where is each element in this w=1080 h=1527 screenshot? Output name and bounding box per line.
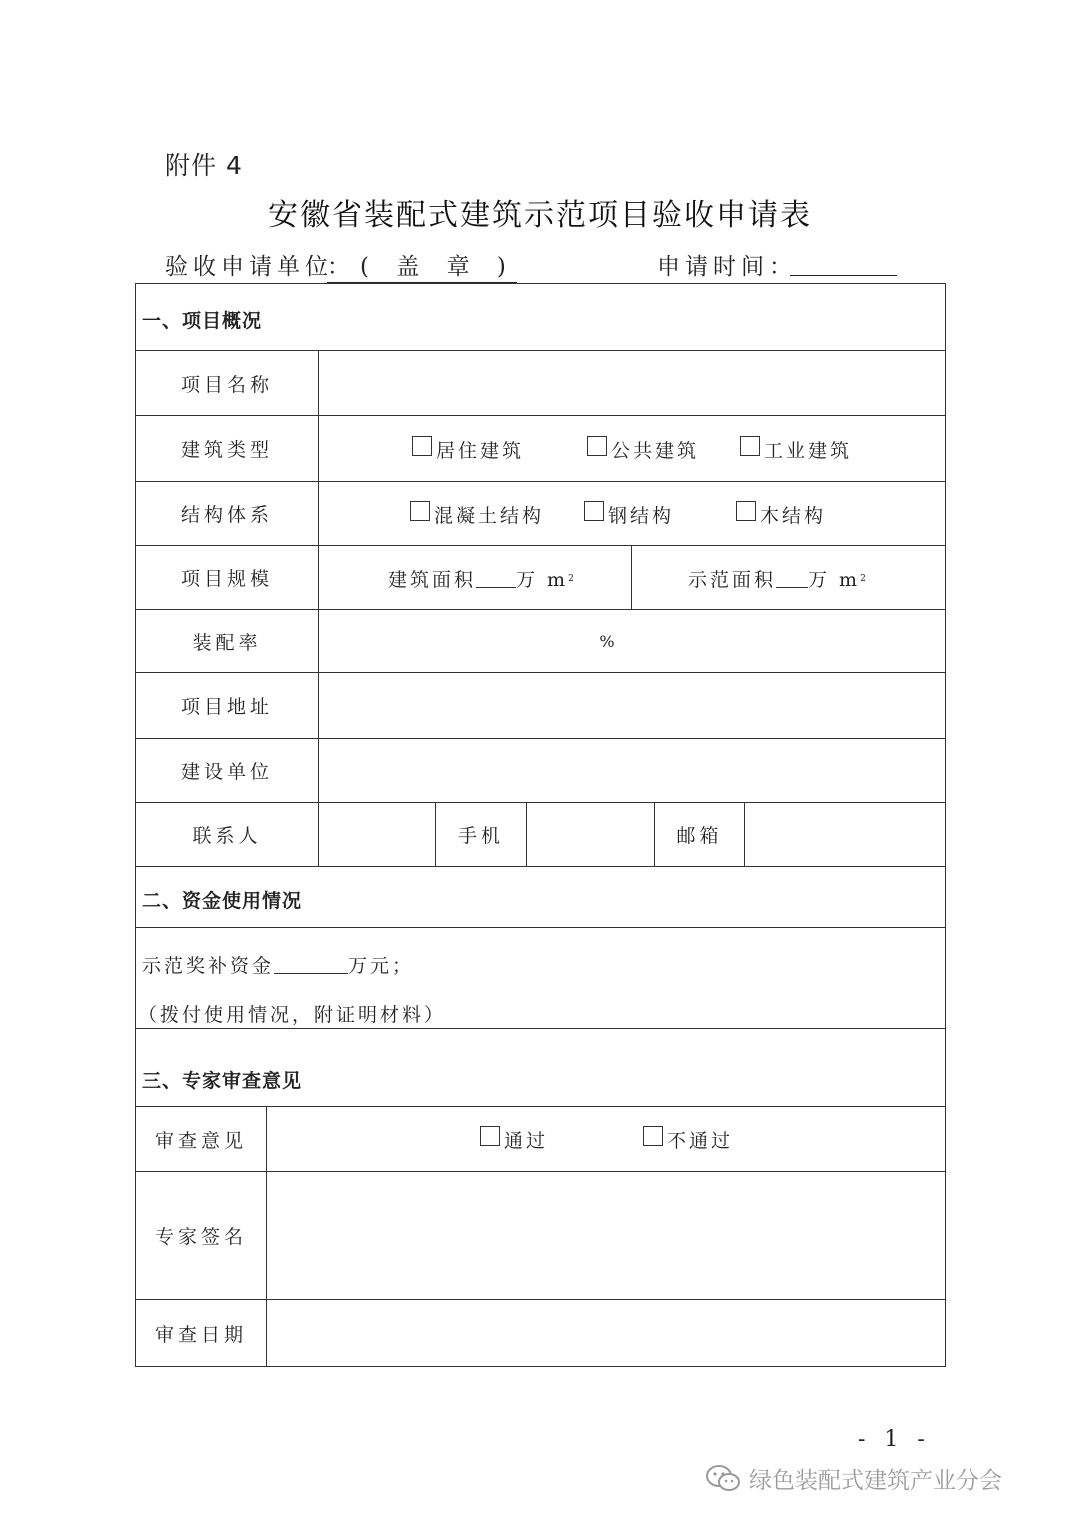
- watermark: [705, 1462, 1002, 1495]
- project-address-label: 项目地址: [180, 696, 273, 718]
- option-label: 通过: [504, 1130, 549, 1152]
- application-time-field[interactable]: [790, 275, 897, 276]
- fund-amount-field[interactable]: [142, 951, 414, 978]
- attachment-label: 附件 4: [165, 151, 243, 180]
- assembly-rate-label: 装配率: [192, 631, 262, 654]
- structure-option-concrete[interactable]: [410, 501, 544, 528]
- fund-label: 示范奖补资金: [142, 955, 275, 977]
- row-divider: [135, 866, 946, 867]
- area-unit: 万 m: [808, 569, 861, 591]
- checkbox[interactable]: [736, 501, 756, 521]
- option-label: 公共建筑: [611, 440, 700, 462]
- section-fund-usage-title: 二、资金使用情况: [142, 890, 303, 912]
- option-label: 居住建筑: [436, 440, 525, 462]
- contact-person-field[interactable]: [319, 803, 435, 866]
- scale-column-divider: [631, 545, 632, 609]
- application-time-label: 申请时间：: [657, 254, 797, 280]
- review-option-fail[interactable]: [643, 1126, 733, 1153]
- applicant-unit-stamp-field[interactable]: ：( 盖 章 ): [327, 248, 517, 283]
- watermark-text: 绿色装配式建筑产业分会: [749, 1468, 1002, 1494]
- option-label: 混凝土结构: [434, 505, 545, 527]
- checkbox[interactable]: [587, 436, 607, 456]
- table-border-right: [945, 283, 946, 1366]
- review-option-pass[interactable]: [480, 1126, 548, 1153]
- checkbox[interactable]: [412, 436, 432, 456]
- construction-unit-label: 建设单位: [180, 761, 273, 783]
- building-type-option-public[interactable]: [587, 436, 699, 463]
- checkbox[interactable]: [584, 501, 604, 521]
- section-expert-review-title: 三、专家审查意见: [142, 1070, 303, 1092]
- project-address-field[interactable]: [319, 673, 945, 738]
- checkbox[interactable]: [643, 1126, 663, 1146]
- email-label: 邮箱: [676, 825, 723, 847]
- building-area-blank[interactable]: [476, 569, 516, 588]
- structure-system-label: 结构体系: [180, 504, 273, 526]
- table-border-top: [135, 283, 946, 284]
- phone-field[interactable]: [527, 803, 654, 866]
- option-label: 工业建筑: [764, 440, 853, 462]
- row-divider: [135, 1028, 946, 1029]
- area-unit-superscript: 2: [860, 573, 869, 584]
- building-type-option-residential[interactable]: [412, 436, 524, 463]
- review-opinion-label: 审查意见: [154, 1129, 247, 1152]
- email-field[interactable]: [745, 803, 945, 866]
- fund-amount-blank[interactable]: [274, 955, 348, 974]
- assembly-rate-field[interactable]: %: [599, 631, 619, 651]
- phone-label: 手机: [457, 825, 504, 847]
- expert-signature-field[interactable]: [267, 1172, 945, 1299]
- building-area-label: 建筑面积: [388, 569, 477, 591]
- option-label: 不通过: [667, 1130, 734, 1152]
- demo-area-blank[interactable]: [776, 569, 808, 588]
- project-name-label: 项目名称: [180, 373, 273, 396]
- form-title: 安徽省装配式建筑示范项目验收申请表: [268, 198, 812, 233]
- checkbox[interactable]: [410, 501, 430, 521]
- building-type-label: 建筑类型: [180, 439, 273, 461]
- section-project-overview-title: 一、项目概况: [142, 310, 263, 332]
- fund-unit: 万元；: [348, 955, 415, 977]
- building-type-option-industrial[interactable]: [740, 436, 852, 463]
- demo-area-field[interactable]: [688, 565, 869, 592]
- review-date-label: 审查日期: [154, 1323, 247, 1346]
- demo-area-label: 示范面积: [688, 569, 777, 591]
- page-number: - 1 -: [858, 1427, 931, 1452]
- option-label: 木结构: [760, 505, 827, 527]
- project-name-field[interactable]: [319, 351, 945, 415]
- project-scale-label: 项目规模: [180, 568, 273, 590]
- applicant-unit-label: 验收申请单位: [165, 254, 333, 280]
- option-label: 钢结构: [608, 505, 675, 527]
- checkbox[interactable]: [480, 1126, 500, 1146]
- structure-option-timber[interactable]: [736, 501, 826, 528]
- building-area-field[interactable]: [388, 565, 577, 592]
- structure-option-steel[interactable]: [584, 501, 674, 528]
- area-unit: 万 m: [516, 569, 569, 591]
- review-date-field[interactable]: [267, 1300, 945, 1366]
- contact-person-label: 联系人: [192, 825, 262, 847]
- row-divider: [135, 927, 946, 928]
- table-border-bottom: [135, 1366, 946, 1367]
- wechat-icon: [705, 1464, 741, 1494]
- fund-usage-note: （拨付使用情况，附证明材料）: [138, 1004, 447, 1026]
- expert-signature-label: 专家签名: [154, 1226, 247, 1248]
- area-unit-superscript: 2: [568, 573, 577, 584]
- construction-unit-field[interactable]: [319, 739, 945, 802]
- checkbox[interactable]: [740, 436, 760, 456]
